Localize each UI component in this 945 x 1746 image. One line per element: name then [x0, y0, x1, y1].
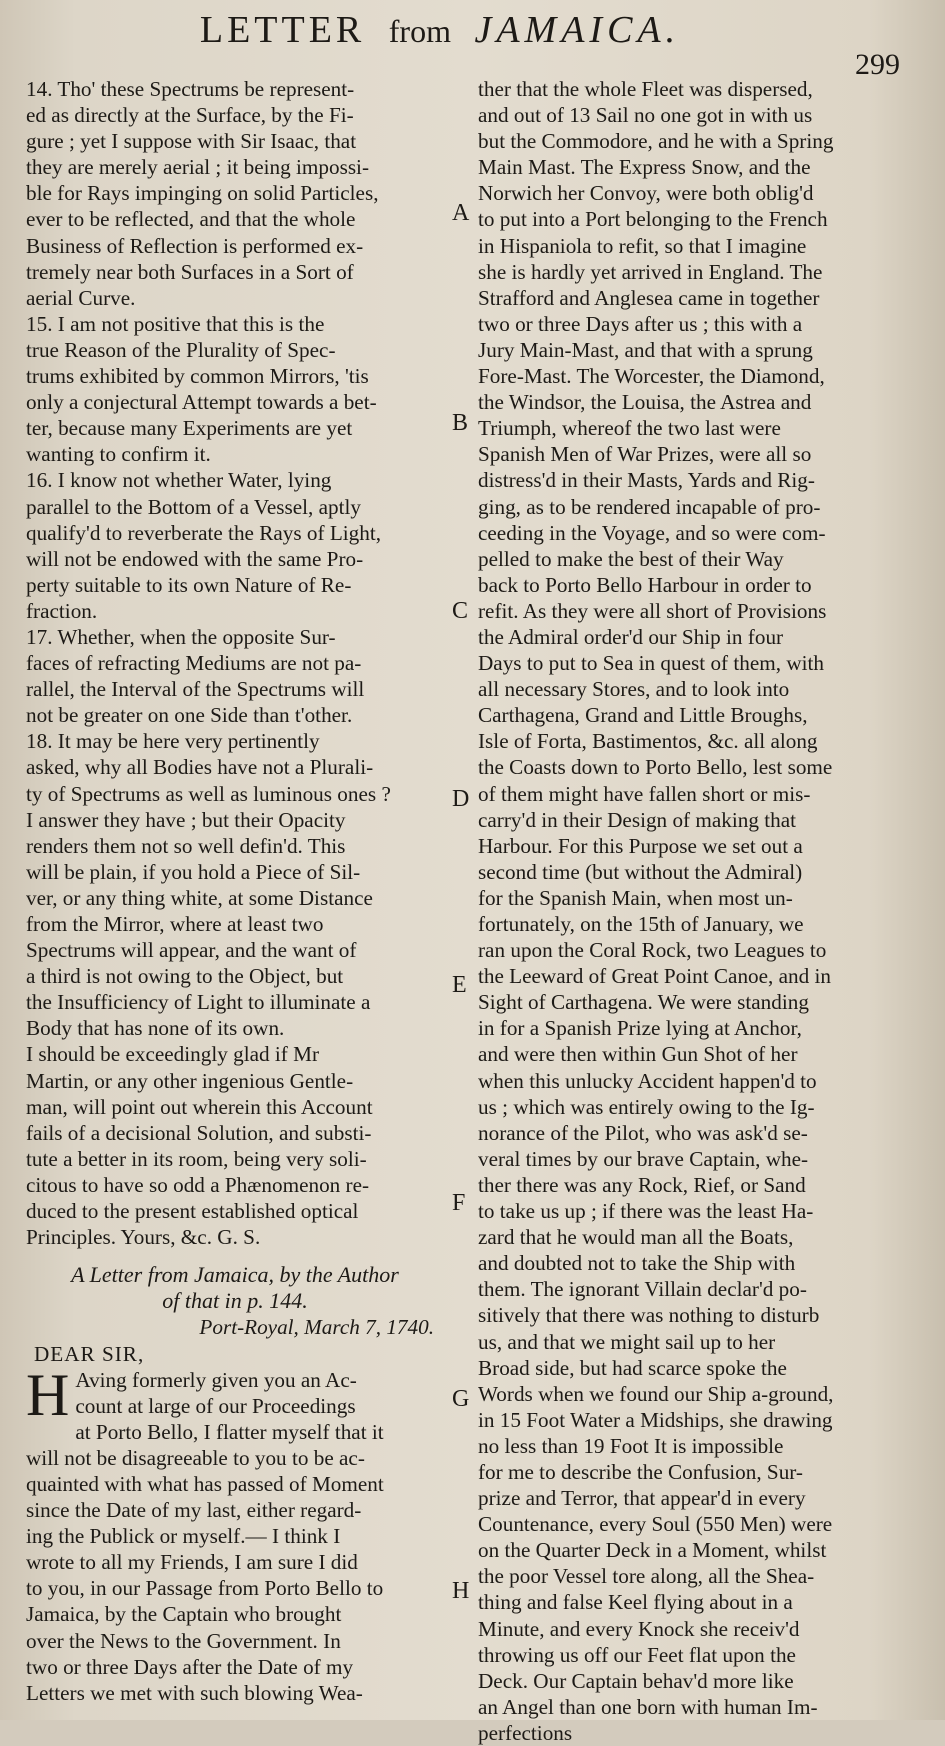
text-line: fortunately, on the 15th of January, we: [478, 912, 804, 936]
text-line: Carthagena, Grand and Little Broughs,: [478, 703, 808, 728]
text-line: on the Quarter Deck in a Moment, whilst: [478, 1538, 827, 1563]
letter-text-line: over the News to the Government. In: [26, 1628, 341, 1653]
text-line: Spectrums will appear, and the want of: [26, 938, 357, 963]
text-line: man, will point out wherein this Account: [26, 1094, 373, 1119]
text-line: a third is not owing to the Object, but: [26, 964, 344, 989]
letter-text-line: Aving formerly given you an Ac-: [75, 1367, 357, 1392]
text-line: an Angel than one born with human Im-: [478, 1694, 818, 1719]
text-line: not be greater on one Side than t'other.: [26, 703, 353, 728]
text-line: Sight of Carthagena. We were standing: [478, 990, 809, 1015]
text-line: and were then within Gun Shot of her: [478, 1042, 798, 1067]
text-line: ceeding in the Voyage, and so were com-: [478, 520, 826, 545]
margin-letter: C: [452, 598, 469, 624]
text-line: ran upon the Coral Rock, two Leagues to: [478, 938, 827, 963]
text-line: but the Commodore, and he with a Spring: [478, 129, 834, 154]
text-line: faces of refracting Mediums are not pa-: [26, 651, 362, 676]
text-line: she is hardly yet arrived in England. The: [478, 259, 823, 284]
text-line: the Windsor, the Louisa, the Astrea and: [478, 390, 812, 415]
text-line: all necessary Stores, and to look into: [478, 677, 790, 702]
text-line: Minute, and every Knock she receiv'd: [478, 1616, 800, 1641]
text-line: I should be exceedingly glad if Mr: [26, 1042, 320, 1067]
text-line: the Insufficiency of Light to illuminate a: [26, 990, 371, 1015]
letter-title-line-2: of that in p. 144.: [162, 1288, 308, 1314]
text-line: the poor Vessel tore along, all the Shea-: [478, 1564, 815, 1589]
text-line: for the Spanish Main, when most un-: [478, 885, 793, 910]
text-line: Days to put to Sea in quest of them, with: [478, 651, 825, 676]
text-line: Main Mast. The Express Snow, and the: [478, 155, 811, 180]
text-line: and out of 13 Sail no one got in with us: [478, 103, 813, 128]
text-line: citous to have so odd a Phænomenon re-: [26, 1172, 370, 1197]
text-line: Fore-Mast. The Worcester, the Diamond,: [478, 364, 825, 389]
text-line: they are merely aerial ; it being impossi-: [26, 155, 370, 180]
text-line: only a conjectural Attempt towards a bet-: [26, 390, 377, 415]
text-line: ty of Spectrums as well as luminous ones ?: [26, 781, 391, 806]
text-line: parallel to the Bottom of a Vessel, aptly: [26, 494, 362, 519]
drop-cap: H: [26, 1361, 70, 1428]
letter-body: [26, 1361, 444, 1706]
letter-text-line: two or three Days after the Date of my: [26, 1654, 354, 1679]
text-line: in 15 Foot Water a Midships, she drawing: [478, 1407, 833, 1432]
letter-text-line: since the Date of my last, either regard-: [26, 1498, 362, 1523]
text-line: ble for Rays impinging on solid Particles,: [26, 181, 379, 206]
text-line: throwing us off our Feet flat upon the: [478, 1642, 796, 1667]
text-line: fails of a decisional Solution, and substi-: [26, 1120, 372, 1145]
text-line: carry'd in their Design of making that: [478, 807, 797, 832]
text-line: true Reason of the Plurality of Spec-: [26, 337, 336, 362]
running-head-letter: LETTER: [199, 9, 366, 51]
letter-text-line: quainted with what has passed of Moment: [26, 1471, 384, 1496]
page-number: 299: [855, 48, 900, 81]
text-line: zard that he would man all the Boats,: [478, 1225, 794, 1250]
text-line: the Coasts down to Porto Bello, lest some: [478, 755, 833, 780]
text-line: norance of the Pilot, who was ask'd se-: [478, 1120, 808, 1145]
text-line: second time (but without the Admiral): [478, 859, 803, 884]
text-line: for me to describe the Confusion, Sur-: [478, 1459, 803, 1484]
text-line: in Hispaniola to refit, so that I imagine: [478, 233, 807, 258]
text-line: Countenance, every Soul (550 Men) were: [478, 1512, 833, 1537]
spacer: [26, 1250, 444, 1262]
text-line: sitively that there was nothing to disturb: [478, 1303, 820, 1328]
text-line: aerial Curve.: [26, 285, 136, 310]
text-line: wanting to confirm it.: [26, 442, 211, 467]
text-line: asked, why all Bodies have not a Plurali-: [26, 755, 374, 780]
letter-text-line: to you, in our Passage from Porto Bello to: [26, 1576, 384, 1601]
text-line: Norwich her Convoy, were both oblig'd: [478, 181, 814, 206]
text-line: ther that the whole Fleet was dispersed,: [478, 77, 813, 101]
left-column-paragraphs: [26, 76, 444, 1250]
text-line: distress'd in their Masts, Yards and Rig-: [478, 468, 815, 493]
text-line: tremely near both Surfaces in a Sort of: [26, 259, 354, 284]
text-line: ver, or any thing white, at some Distance: [26, 885, 373, 910]
text-line: perfections: [478, 1720, 573, 1745]
right-column-paragraphs: [478, 76, 908, 1746]
text-line: gure ; yet I suppose with Sir Isaac, that: [26, 129, 357, 154]
text-line: veral times by our brave Captain, whe-: [478, 1146, 809, 1171]
text-line: 18. It may be here very pertinently: [26, 729, 320, 754]
letter-dateline: Port-Royal, March 7, 1740.: [199, 1315, 434, 1340]
text-line: fraction.: [26, 598, 98, 623]
text-line: ter, because many Experiments are yet: [26, 416, 353, 441]
text-line: to take us up ; if there was the least Ha-: [478, 1199, 814, 1224]
letter-text-line: will not be disagreeable to you to be ac-: [26, 1445, 365, 1470]
text-line: Harbour. For this Purpose we set out a: [478, 833, 803, 858]
text-line: rallel, the Interval of the Spectrums will: [26, 677, 365, 702]
text-line: us ; which was entirely owing to the Ig-: [478, 1094, 815, 1119]
text-line: will not be endowed with the same Pro-: [26, 546, 364, 571]
running-head-jamaica: JAMAICA.: [474, 9, 681, 51]
text-line: duced to the present established optical: [26, 1199, 359, 1224]
margin-letter: F: [452, 1190, 466, 1216]
text-line: Principles. Yours, &c. G. S.: [26, 1225, 261, 1250]
text-line: Business of Reflection is performed ex-: [26, 233, 364, 258]
text-line: no less than 19 Foot It is impossible: [478, 1433, 784, 1458]
running-head: [130, 8, 750, 52]
margin-letter: A: [452, 200, 470, 226]
text-line: tute a better in its room, being very soli-: [26, 1146, 367, 1171]
letter-text-line: at Porto Bello, I flatter myself that it: [75, 1419, 384, 1444]
text-line: renders them not so well defin'd. This: [26, 833, 346, 858]
text-line: Triumph, whereof the two last were: [478, 416, 781, 441]
margin-letter: D: [452, 786, 470, 812]
letter-text-line: Letters we met with such blowing Wea-: [26, 1680, 363, 1705]
text-line: Broad side, but had scarce spoke the: [478, 1355, 787, 1380]
letter-text-line: count at large of our Proceedings: [75, 1393, 356, 1418]
letter-text-line: ing the Publick or myself.— I think I: [26, 1524, 341, 1549]
text-line: Jury Main-Mast, and that with a sprung: [478, 337, 813, 362]
text-line: the Leeward of Great Point Canoe, and in: [478, 964, 832, 989]
text-line: 15. I am not positive that this is the: [26, 311, 325, 336]
text-line: of them might have fallen short or mis-: [478, 781, 811, 806]
letter-text-line: wrote to all my Friends, I am sure I did: [26, 1550, 358, 1575]
text-line: ever to be reflected, and that the whole: [26, 207, 356, 232]
text-line: thing and false Keel flying about in a: [478, 1590, 793, 1615]
text-line: from the Mirror, where at least two: [26, 912, 324, 936]
left-column: [26, 76, 444, 1706]
text-line: to put into a Port belonging to the French: [478, 207, 828, 232]
margin-letter: E: [452, 972, 467, 998]
text-line: 16. I know not whether Water, lying: [26, 468, 332, 493]
text-line: Isle of Forta, Bastimentos, &c. all along: [478, 729, 818, 754]
text-line: I answer they have ; but their Opacity: [26, 807, 346, 832]
running-head-from: from: [388, 13, 451, 49]
text-line: ging, as to be rendered incapable of pro-: [478, 494, 821, 519]
text-line: pelled to make the best of their Way: [478, 546, 784, 571]
text-line: 17. Whether, when the opposite Sur-: [26, 624, 336, 649]
text-line: them. The ignorant Villain declar'd po-: [478, 1277, 807, 1302]
text-line: Strafford and Anglesea came in together: [478, 285, 820, 310]
text-line: two or three Days after us ; this with a: [478, 311, 803, 336]
text-line: prize and Terror, that appear'd in every: [478, 1486, 806, 1511]
text-line: Words when we found our Ship a-ground,: [478, 1381, 834, 1406]
text-line: Spanish Men of War Prizes, were all so: [478, 442, 812, 467]
text-line: and doubted not to take the Ship with: [478, 1251, 796, 1276]
text-line: Body that has none of its own.: [26, 1016, 285, 1041]
letter-salutation: DEAR SIR,: [34, 1341, 145, 1366]
text-line: will be plain, if you hold a Piece of Sil-: [26, 859, 361, 884]
text-line: qualify'd to reverberate the Rays of Light,: [26, 520, 382, 545]
letter-title-line-1: A Letter from Jamaica, by the Author: [71, 1262, 399, 1288]
text-line: when this unlucky Accident happen'd to: [478, 1068, 817, 1093]
text-line: 14. Tho' these Spectrums be represent-: [26, 77, 355, 101]
text-line: Deck. Our Captain behav'd more like: [478, 1668, 794, 1693]
text-line: ed as directly at the Surface, by the Fi-: [26, 103, 354, 128]
text-line: Martin, or any other ingenious Gentle-: [26, 1068, 354, 1093]
text-line: the Admiral order'd our Ship in four: [478, 624, 784, 649]
margin-letter: H: [452, 1578, 470, 1604]
right-column: [478, 76, 908, 1746]
margin-letter: G: [452, 1386, 470, 1412]
text-line: us, and that we might sail up to her: [478, 1329, 776, 1354]
letter-text-line: Jamaica, by the Captain who brought: [26, 1602, 342, 1627]
text-line: ther there was any Rock, Rief, or Sand: [478, 1172, 806, 1197]
text-line: trums exhibited by common Mirrors, 'tis: [26, 364, 369, 389]
text-line: back to Porto Bello Harbour in order to: [478, 572, 812, 597]
margin-letter: B: [452, 410, 469, 436]
text-line: refit. As they were all short of Provisions: [478, 598, 827, 623]
text-line: perty suitable to its own Nature of Re-: [26, 572, 352, 597]
text-line: in for a Spanish Prize lying at Anchor,: [478, 1016, 802, 1041]
